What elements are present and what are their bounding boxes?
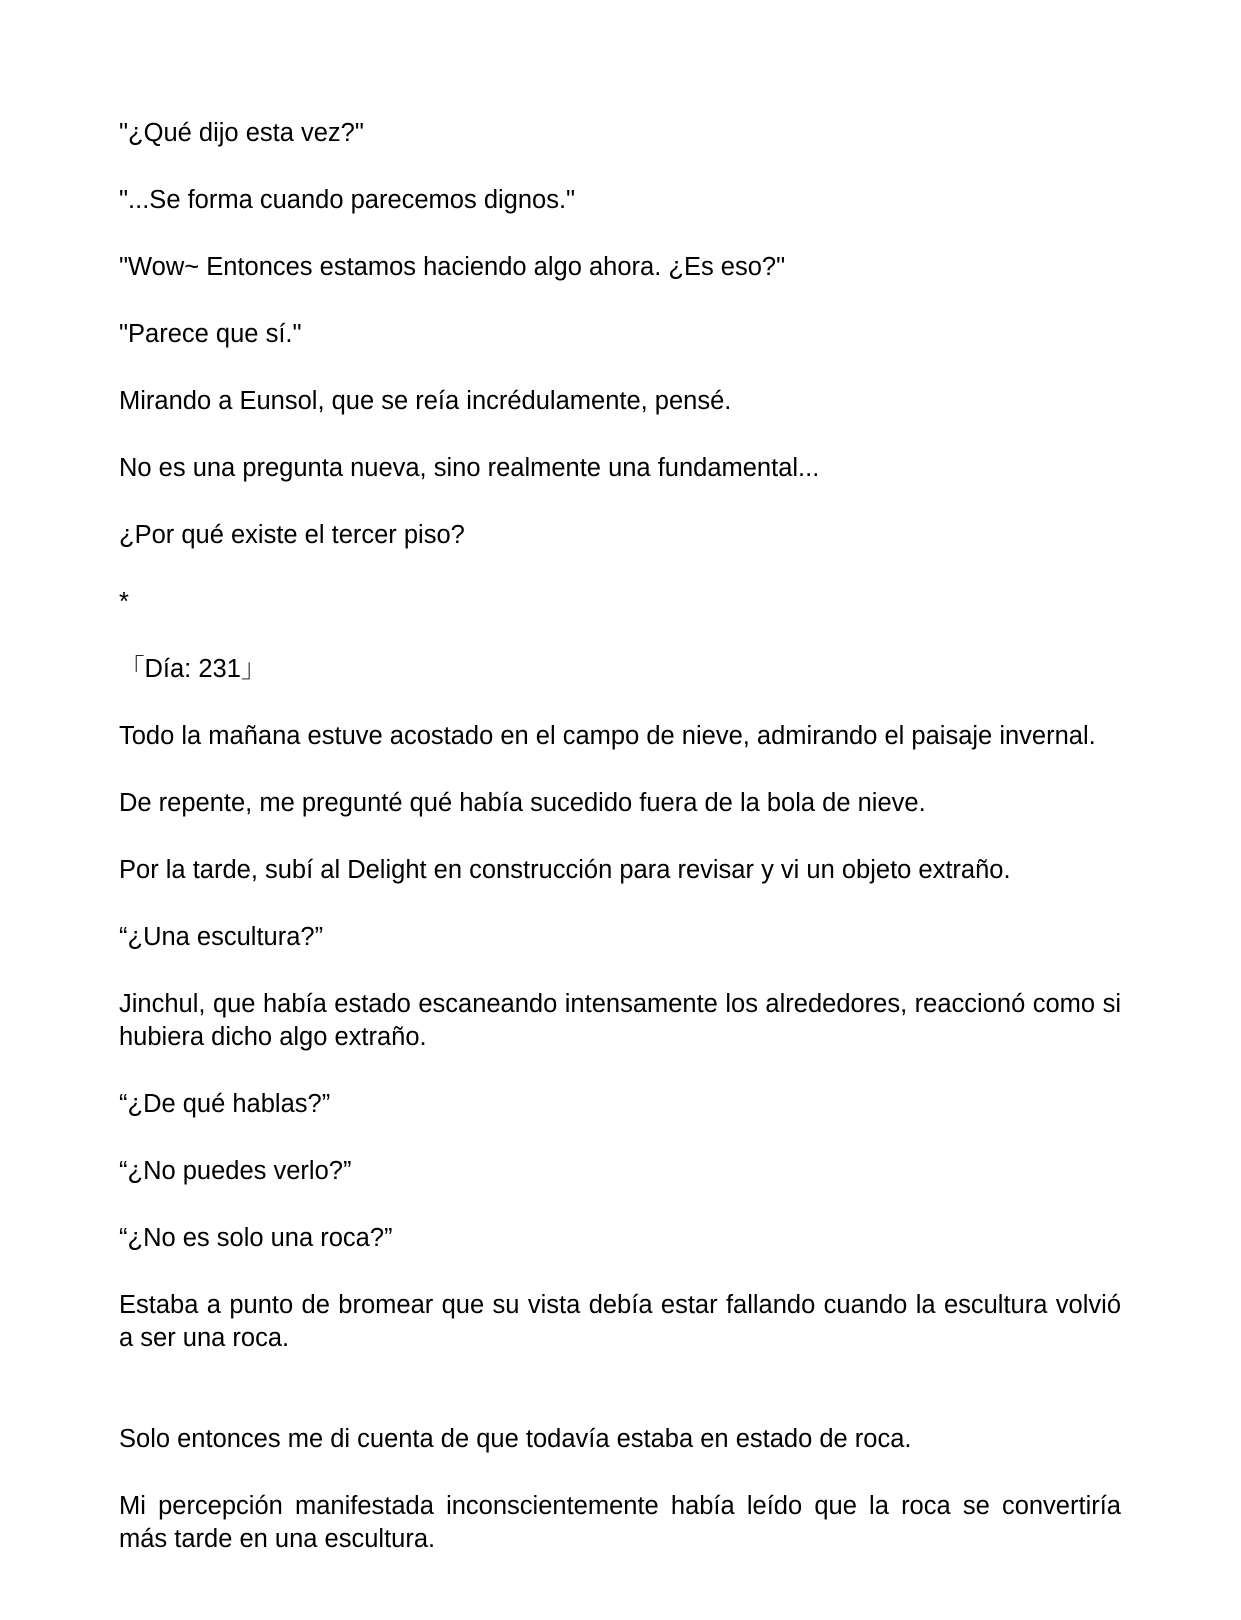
paragraph: "...Se forma cuando parecemos dignos." [119, 186, 576, 214]
paragraph: “¿De qué hablas?” [119, 1090, 331, 1118]
paragraph: "¿Qué dijo esta vez?" [119, 119, 364, 147]
paragraph: Estaba a punto de bromear que su vista debía estar fallando cuando la escultura volvió a ser una roca. [119, 1291, 1121, 1352]
body-text [119, 117, 1121, 1590]
paragraph: Todo la mañana estuve acostado en el campo de nieve, admirando el paisaje invernal. [119, 722, 1096, 750]
paragraph: Mi percepción manifestada inconscientemente había leído que la roca se convertiría más tarde en una escultura. [119, 1492, 1121, 1553]
paragraph: "Parece que sí." [119, 320, 302, 348]
paragraph: Mirando a Eunsol, que se reía incrédulamente, pensé. [119, 387, 732, 415]
paragraph: “¿No puedes verlo?” [119, 1157, 352, 1185]
scene-break: * [119, 588, 129, 616]
paragraph: ¿Por qué existe el tercer piso? [119, 521, 465, 549]
paragraph: “¿Una escultura?” [119, 923, 324, 951]
paragraph: Por la tarde, subí al Delight en construcción para revisar y vi un objeto extraño. [119, 856, 1011, 884]
paragraph: "Wow~ Entonces estamos haciendo algo ahora. ¿Es eso?" [119, 253, 786, 281]
day-heading: 「Día: 231」 [119, 655, 267, 683]
paragraph: Jinchul, que había estado escaneando intensamente los alrededores, reaccionó como si hubiera dicho algo extraño. [119, 990, 1121, 1051]
paragraph: De repente, me pregunté qué había sucedido fuera de la bola de nieve. [119, 789, 926, 817]
paragraph: Solo entonces me di cuenta de que todavía estaba en estado de roca. [119, 1425, 912, 1453]
paragraph: No es una pregunta nueva, sino realmente una fundamental... [119, 454, 820, 482]
paragraph: “¿No es solo una roca?” [119, 1224, 393, 1252]
